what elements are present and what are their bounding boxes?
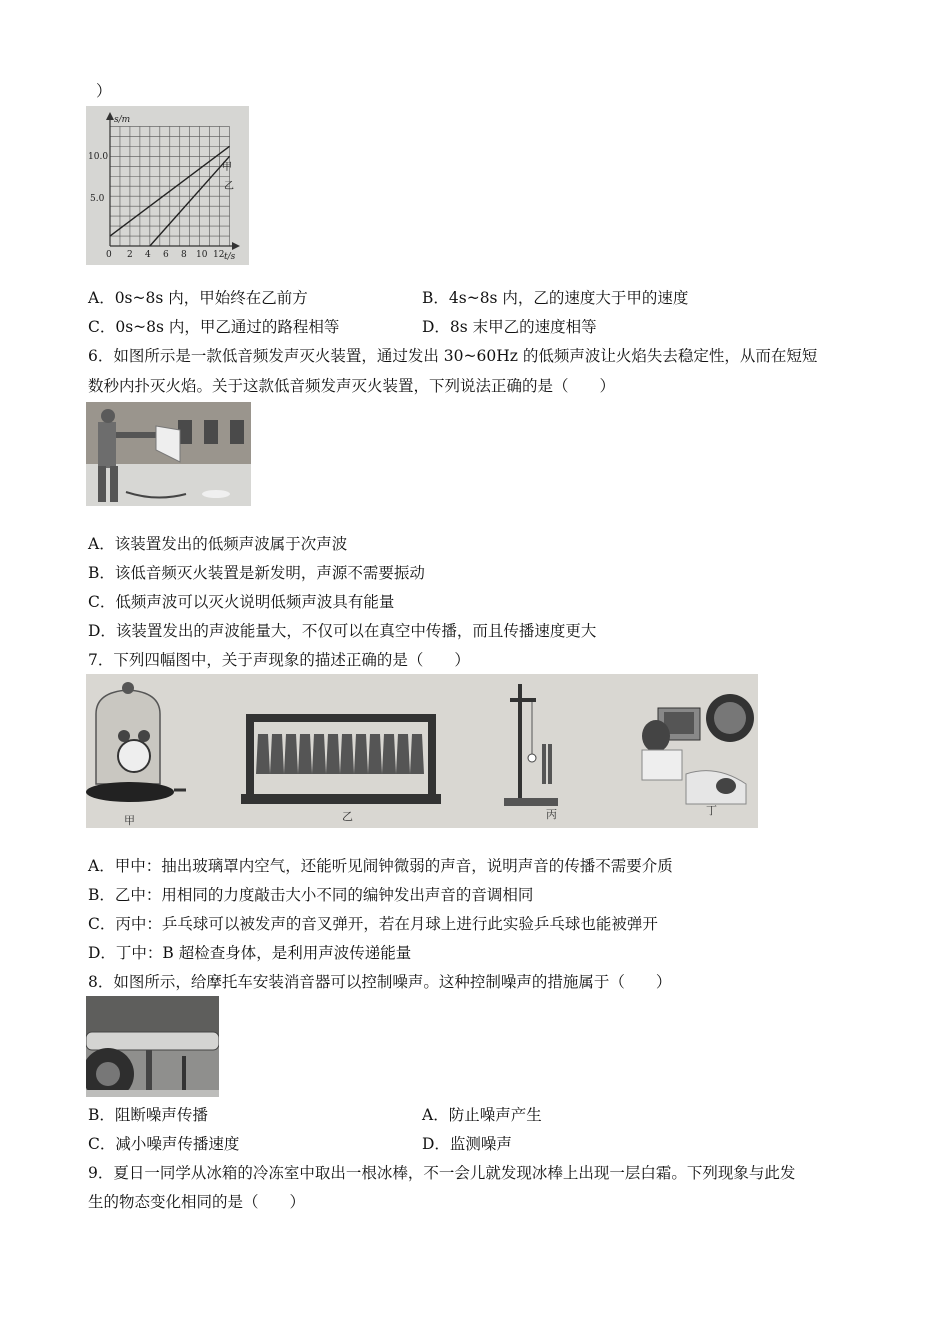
q8-option-c: C．减小噪声传播速度 [88,1135,240,1153]
y-tick-5: 5.0 [90,194,105,204]
x-tick-8: 8 [181,250,187,260]
y-tick-10: 10.0 [88,152,109,162]
q9-stem-line1: 9．夏日一同学从冰箱的冷冻室中取出一根冰棒，不一会儿就发现冰棒上出现一层白霜。下列现象与此发 [88,1164,796,1182]
graph-grid [110,126,230,246]
q8-motorcycle-muffler-photo [86,996,219,1097]
y-axis-label: s/m [114,115,131,125]
q7-four-pictures [86,674,758,828]
chime-bell [284,734,298,774]
chime-bell [382,734,396,774]
q7-option-b: B．乙中：用相同的力度敲击大小不同的编钟发出声音的音调相同 [88,886,534,904]
q5-option-a: A．0s~8s 内，甲始终在乙前方 [88,289,308,307]
q7-option-a: A．甲中：抽出玻璃罩内空气，还能听见闹钟微弱的声音，说明声音的传播不需要介质 [88,857,673,875]
x-tick-0: 0 [106,250,112,260]
chime-bell [326,734,340,774]
x-axis-label: t/s [224,252,236,262]
series-label-jia: 甲 [222,162,232,173]
q6-option-d: D．该装置发出的声波能量大，不仅可以在真空中传播，而且传播速度更大 [88,622,597,640]
chime-bell [298,734,312,774]
q5-option-b: B．4s~8s 内，乙的速度大于甲的速度 [422,289,689,307]
chime-bell [340,734,354,774]
q7-option-d: D．丁中：B 超检查身体，是利用声波传递能量 [88,944,412,962]
chime-bell [354,734,368,774]
picture-label-yi: 乙 [342,810,353,823]
x-tick-2: 2 [127,250,133,260]
y-axis-arrow [106,112,114,120]
q6-option-c: C．低频声波可以灭火说明低频声波具有能量 [88,593,395,611]
q5-option-c: C．0s~8s 内，甲乙通过的路程相等 [88,318,340,336]
q7-stem: 7．下列四幅图中，关于声现象的描述正确的是（ ） [88,651,470,669]
chime-bell [270,734,284,774]
chime-bell [396,734,410,774]
q8-option-b: B．阻断噪声传播 [88,1106,208,1124]
q9-stem-line2: 生的物态变化相同的是（ ） [88,1193,306,1211]
picture-label-ding: 丁 [706,804,717,817]
q6-fire-extinguisher-photo [86,402,251,506]
question-continuation-paren: ） [96,82,112,100]
x-tick-4: 4 [145,250,151,260]
chime-bell [312,734,326,774]
st-graph-svg [86,106,249,265]
x-tick-10: 10 [196,250,208,260]
q6-stem-line1: 6．如图所示是一款低音频发声灭火装置，通过发出 30~60Hz 的低频声波让火焰失去稳定性，从而在短短 [88,347,818,365]
q7-option-c: C．丙中：乒乓球可以被发声的音叉弹开，若在月球上进行此实验乒乓球也能被弹开 [88,915,658,933]
x-axis-arrow [232,242,240,250]
q6-stem-line2: 数秒内扑灭火焰。关于这款低音频发声灭火装置，下列说法正确的是（ ） [88,377,616,395]
chime-bell [410,734,424,774]
chime-bell [368,734,382,774]
q6-option-b: B．该低音频灭火装置是新发明，声源不需要振动 [88,564,425,582]
picture-label-bing: 丙 [546,808,557,821]
q8-stem: 8．如图所示，给摩托车安装消音器可以控制噪声。这种控制噪声的措施属于（ ） [88,973,672,991]
series-label-yi: 乙 [224,181,234,192]
q8-option-a: A．防止噪声产生 [422,1106,542,1124]
x-tick-12: 12 [213,250,225,260]
q5-option-d: D．8s 末甲乙的速度相等 [422,318,597,336]
chime-bell [256,734,270,774]
q6-option-a: A．该装置发出的低频声波属于次声波 [88,535,348,553]
st-graph-figure [86,106,249,265]
picture-label-jia: 甲 [124,814,135,827]
x-tick-6: 6 [163,250,169,260]
q8-option-d: D．监测噪声 [422,1135,512,1153]
